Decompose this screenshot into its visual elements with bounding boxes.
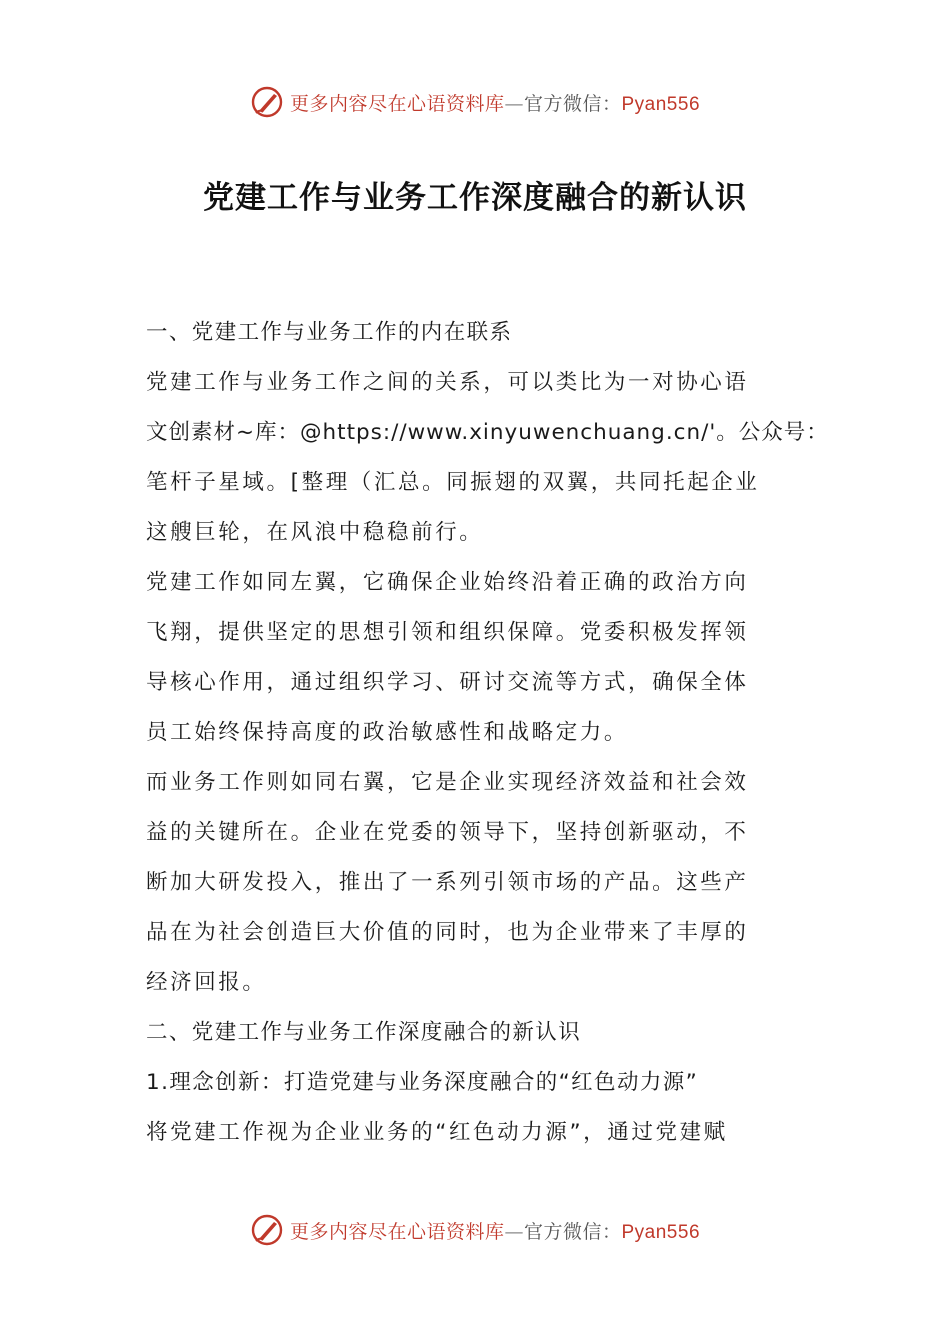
footer-watermark-banner bbox=[0, 1210, 950, 1250]
body-line: 这艘巨轮，在风浪中稳稳前行。 bbox=[146, 520, 484, 545]
watermark-text: 更多内容尽在心语资料库—官方微信：Pyan556 bbox=[289, 92, 701, 115]
document-title: 党建工作与业务工作深度融合的新认识 bbox=[203, 180, 747, 216]
header-watermark-banner bbox=[0, 82, 950, 122]
body-line: 品在为社会创造巨大价值的同时，也为企业带来了丰厚的 bbox=[146, 920, 749, 945]
body-line: 益的关键所在。企业在党委的领导下，坚持创新驱动，不 bbox=[146, 820, 749, 845]
document-body bbox=[146, 308, 829, 1158]
body-line: 党建工作与业务工作之间的关系，可以类比为一对协心语 bbox=[146, 370, 749, 395]
body-line: 将党建工作视为企业业务的“红色动力源”，通过党建赋 bbox=[146, 1120, 728, 1145]
section-heading-2: 二、党建工作与业务工作深度融合的新认识 bbox=[146, 1020, 582, 1045]
body-line: 飞翔，提供坚定的思想引领和组织保障。党委积极发挥领 bbox=[146, 620, 749, 645]
body-line: 导核心作用，通过组织学习、研讨交流等方式，确保全体 bbox=[146, 670, 749, 695]
watermark-text: 更多内容尽在心语资料库—官方微信：Pyan556 bbox=[289, 1220, 701, 1243]
quill-pen-circle-icon bbox=[250, 1213, 284, 1247]
body-line: 而业务工作则如同右翼，它是企业实现经济效益和社会效 bbox=[146, 770, 749, 795]
body-line: 党建工作如同左翼，它确保企业始终沿着正确的政治方向 bbox=[146, 570, 749, 595]
body-line: 断加大研发投入，推出了一系列引领市场的产品。这些产 bbox=[146, 870, 749, 895]
body-line: 经济回报。 bbox=[146, 970, 267, 995]
section-heading-1: 一、党建工作与业务工作的内在联系 bbox=[146, 320, 513, 345]
subsection-heading: 1.理念创新：打造党建与业务深度融合的“红色动力源” bbox=[146, 1070, 699, 1095]
quill-pen-circle-icon bbox=[250, 85, 284, 119]
body-line: 笔杆子星域。[整理（汇总。同振翅的双翼，共同托起企业 bbox=[146, 470, 760, 495]
body-line: 文创素材~库：@https://www.xinyuwenchuang.cn/'。公众号： bbox=[146, 420, 829, 445]
body-line: 员工始终保持高度的政治敏感性和战略定力。 bbox=[146, 720, 629, 745]
